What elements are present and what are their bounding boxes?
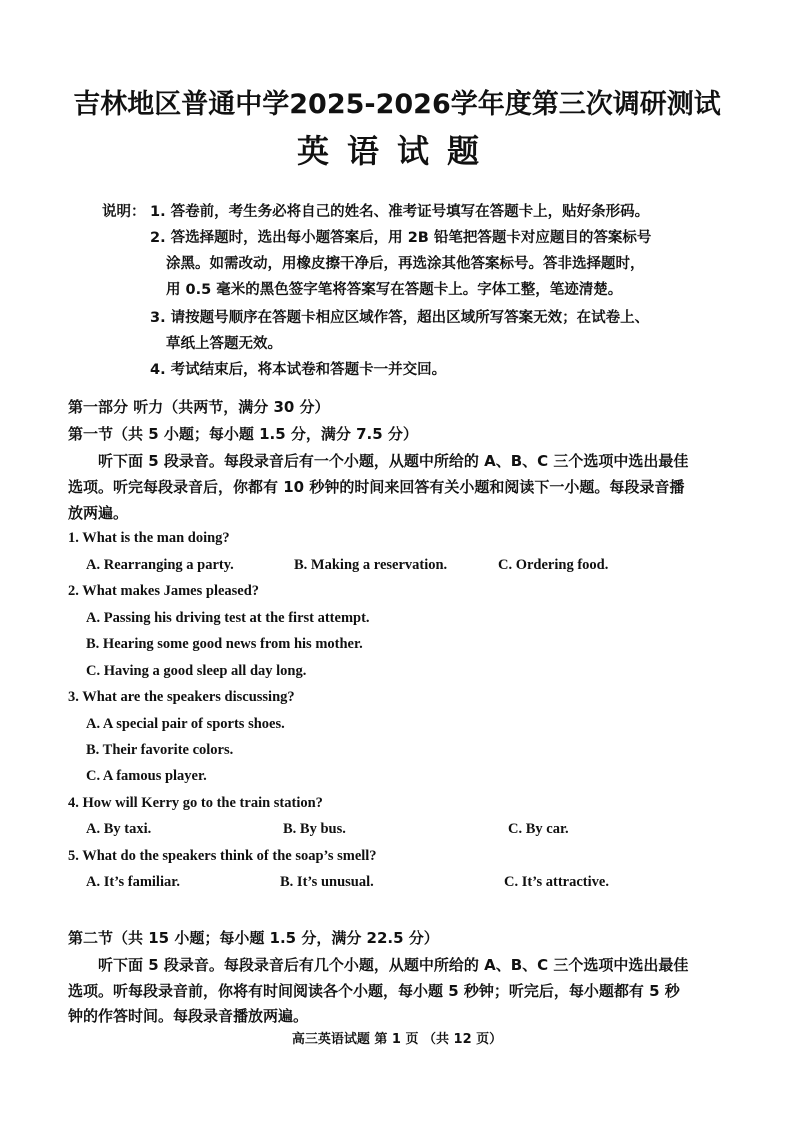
question-4-option-b: B. By bus. — [283, 821, 346, 837]
question-1-option-a: A. Rearranging a party. — [86, 557, 234, 573]
section1-directions-line-3: 放两遍。 — [68, 504, 129, 522]
question-2-option-a: A. Passing his driving test at the first attempt. — [86, 610, 370, 626]
instruction-item-2: 2. 答选择题时，选出每小题答案后，用 2B 铅笔把答题卡对应题目的答案标号 — [150, 230, 652, 246]
question-2-option-b: B. Hearing some good news from his mother. — [86, 636, 363, 652]
question-3-option-a: A. A special pair of sports shoes. — [86, 716, 285, 732]
question-3-option-c: C. A famous player. — [86, 768, 207, 784]
section1-heading: 第一节（共 5 小题；每小题 1.5 分，满分 7.5 分） — [68, 425, 418, 443]
question-3-stem: 3. What are the speakers discussing? — [68, 689, 295, 705]
question-4-option-c: C. By car. — [508, 821, 569, 837]
instruction-item-3: 3. 请按题号顺序在答题卡相应区域作答，超出区域所写答案无效；在试卷上、 — [150, 310, 650, 326]
section1-directions-line-1: 听下面 5 段录音。每段录音后有一个小题，从题中所给的 A、B、C 三个选项中选出最佳 — [98, 452, 689, 470]
instruction-item-2-cont-2: 用 0.5 毫米的黑色签字笔将答案写在答题卡上。字体工整，笔迹清楚。 — [166, 282, 623, 298]
question-4-option-a: A. By taxi. — [86, 821, 152, 837]
exam-subject-title: 英语试题 — [296, 132, 497, 170]
section2-directions-line-2: 选项。听每段录音前，你将有时间阅读各个小题，每小题 5 秒钟；听完后，每小题都有 5 秒 — [68, 982, 680, 1000]
question-2-stem: 2. What makes James pleased? — [68, 583, 260, 599]
section2-directions-line-1: 听下面 5 段录音。每段录音后有几个小题，从题中所给的 A、B、C 三个选项中选出最佳 — [98, 956, 689, 974]
question-1-option-b: B. Making a reservation. — [294, 557, 448, 573]
instruction-item-1: 1. 答卷前，考生务必将自己的姓名、准考证号填写在答题卡上，贴好条形码。 — [150, 204, 650, 220]
instructions-label: 说明： — [102, 204, 146, 220]
question-5-stem: 5. What do the speakers think of the soap’s smell? — [68, 848, 377, 864]
section2-directions-line-3: 钟的作答时间。每段录音播放两遍。 — [68, 1007, 309, 1025]
question-1-stem: 1. What is the man doing? — [68, 530, 230, 546]
section1-directions-line-2: 选项。听完每段录音后，你都有 10 秒钟的时间来回答有关小题和阅读下一小题。每段录音播 — [68, 478, 685, 496]
instruction-item-2-cont-1: 涂黑。如需改动，用橡皮擦干净后，再选涂其他答案标号。答非选择题时， — [166, 256, 645, 272]
question-5-option-a: A. It’s familiar. — [86, 874, 180, 890]
question-4-stem: 4. How will Kerry go to the train station? — [68, 795, 323, 811]
question-2-option-c: C. Having a good sleep all day long. — [86, 663, 307, 679]
section2-heading: 第二节（共 15 小题；每小题 1.5 分，满分 22.5 分） — [68, 929, 439, 947]
exam-title: 吉林地区普通中学2025-2026学年度第三次调研测试 — [73, 89, 721, 120]
question-3-option-b: B. Their favorite colors. — [86, 742, 234, 758]
question-5-option-c: C. It’s attractive. — [504, 874, 609, 890]
question-5-option-b: B. It’s unusual. — [280, 874, 374, 890]
instruction-item-3-cont: 草纸上答题无效。 — [166, 336, 282, 352]
question-1-option-c: C. Ordering food. — [498, 557, 609, 573]
instruction-item-4: 4. 考试结束后，将本试卷和答题卡一并交回。 — [150, 362, 447, 378]
page-footer: 高三英语试题 第 1 页 （共 12 页） — [291, 1032, 503, 1047]
part1-heading: 第一部分 听力（共两节，满分 30 分） — [68, 398, 330, 416]
